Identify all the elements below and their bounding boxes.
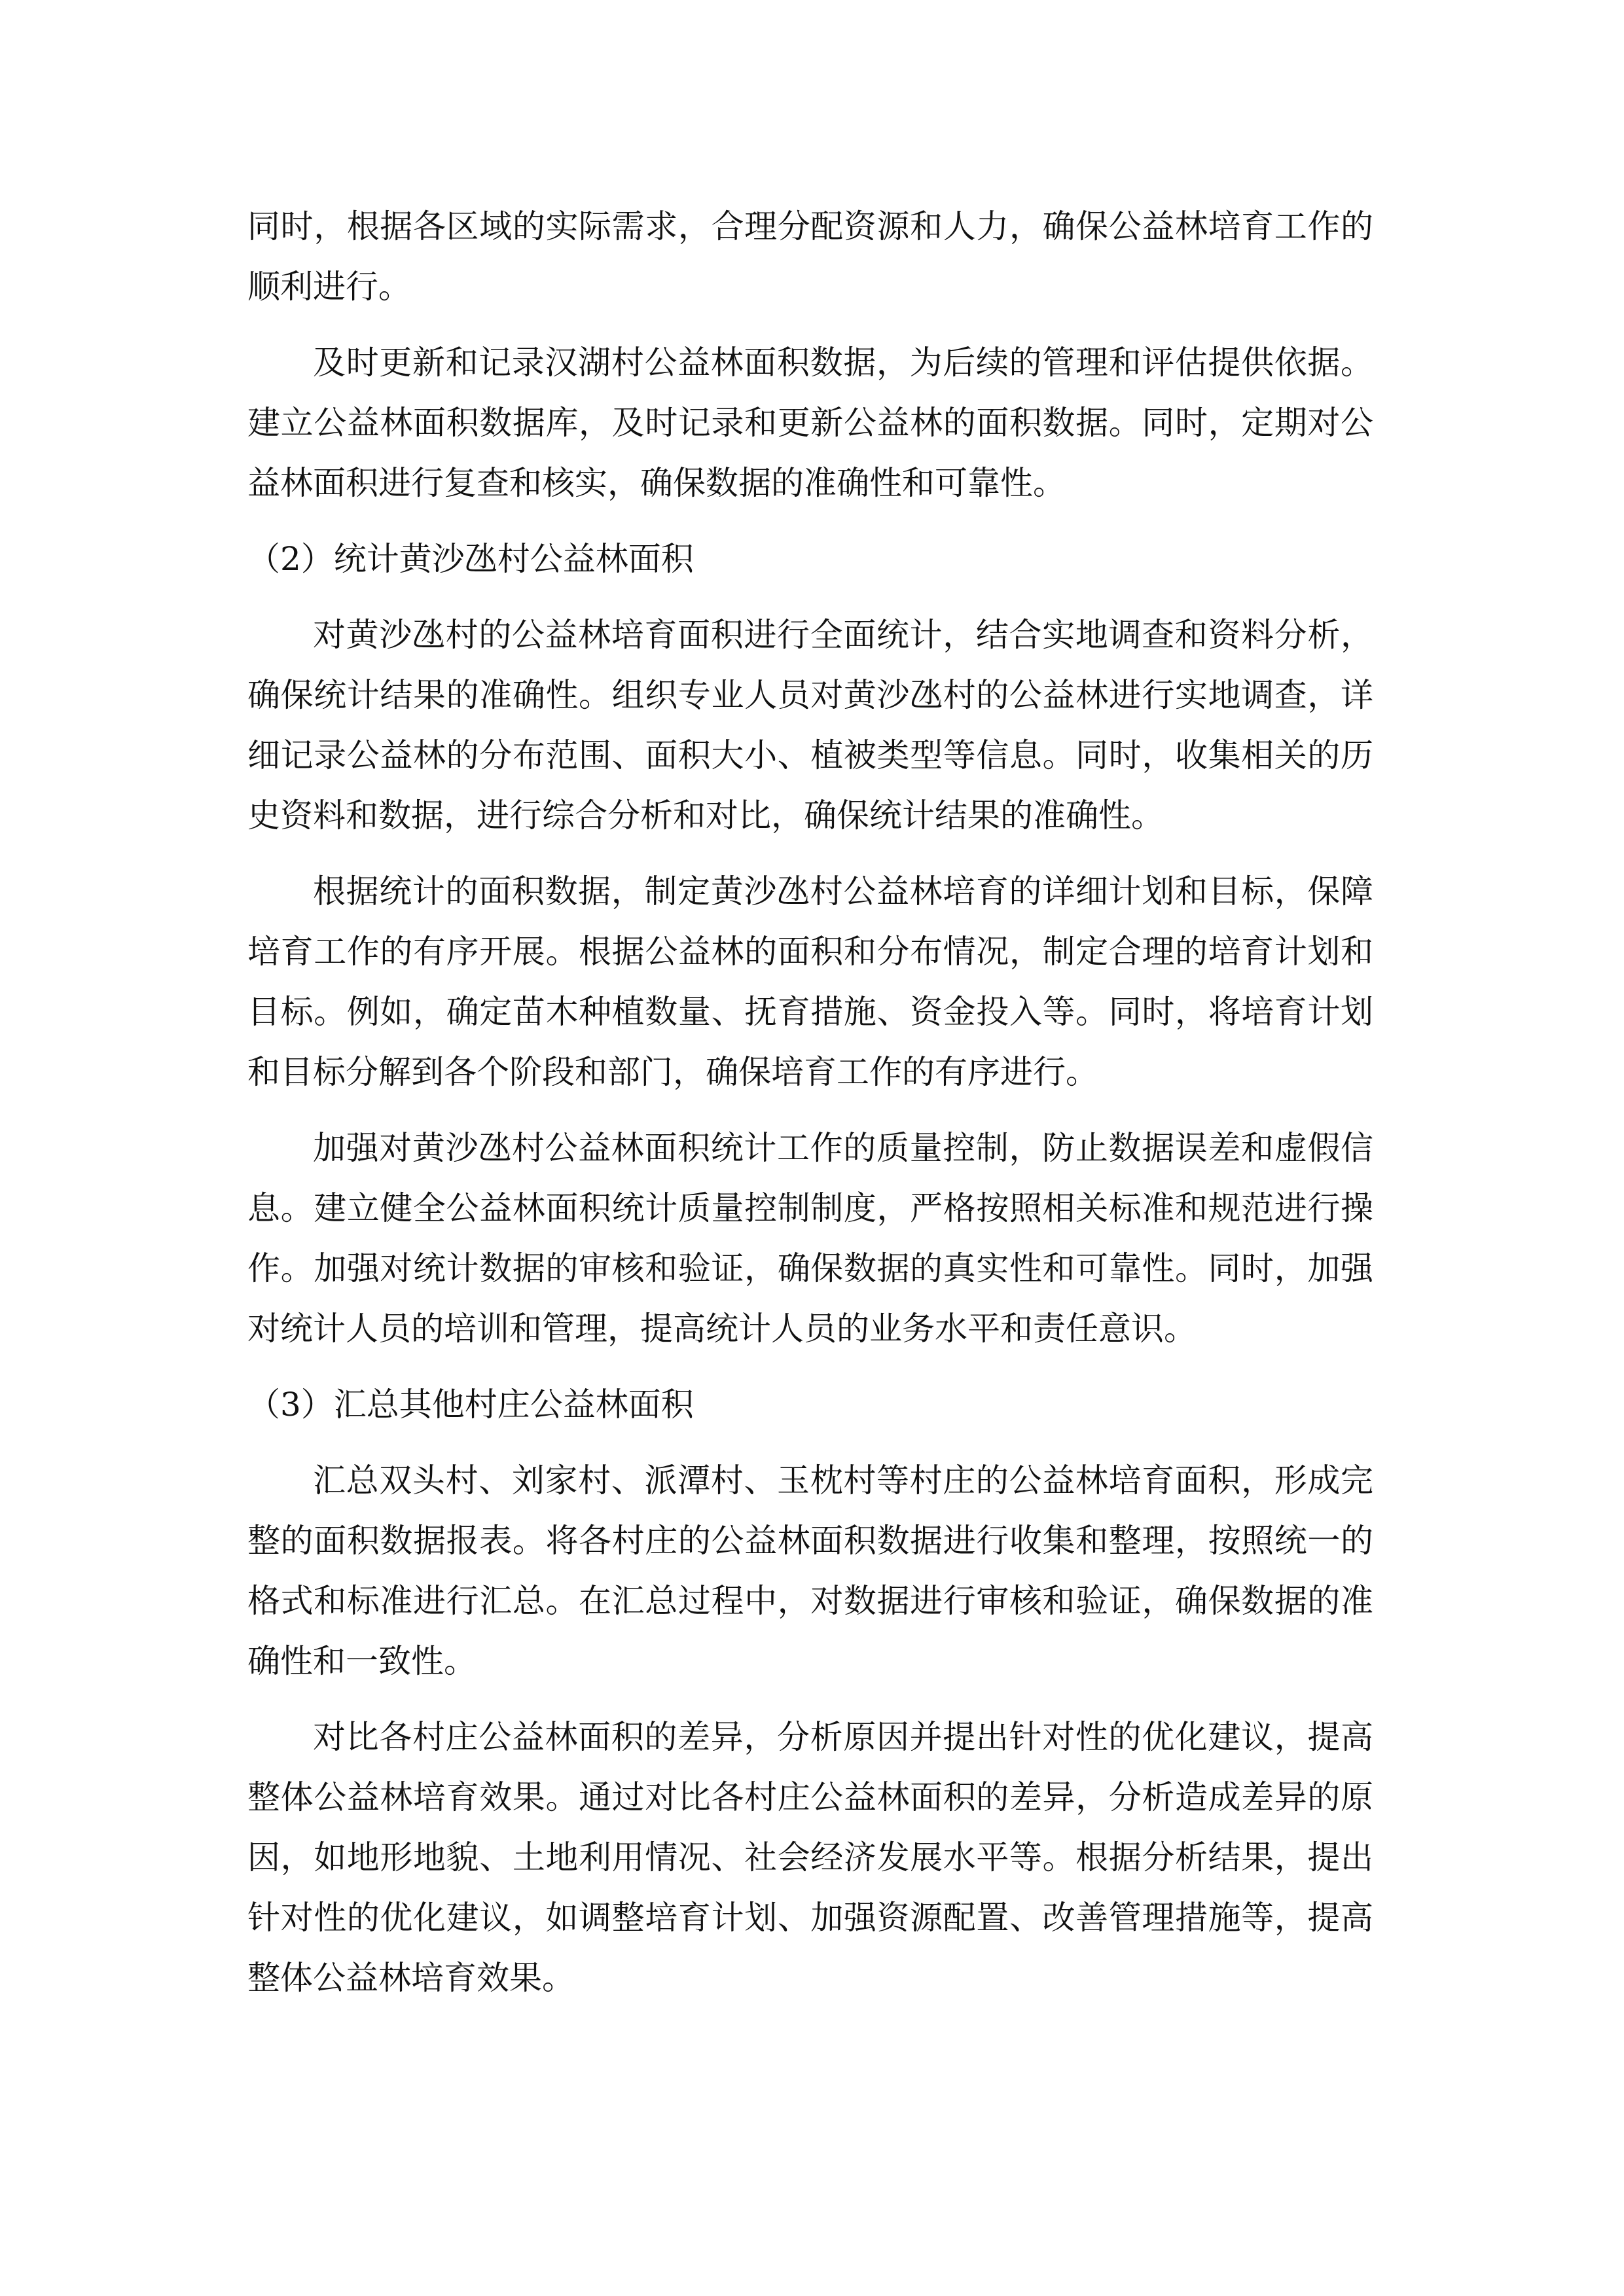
paragraph-summary-villages: 汇总双头村、刘家村、派潭村、玉枕村等村庄的公益林培育面积，形成完整的面积数据报表。将各村庄的公益林面积数据进行收集和整理，按照统一的格式和标准进行汇总。在汇总过程中，对数据进行审核和验证，确保数据的准确性和一致性。 [247, 1462, 1373, 1680]
section-heading-3: （3）汇总其他村庄公益林面积 [247, 1386, 694, 1424]
paragraph-huangshadang-plan: 根据统计的面积数据，制定黄沙氹村公益林培育的详细计划和目标，保障培育工作的有序开展。根据公益林的面积和分布情况，制定合理的培育计划和目标。例如，确定苗木种植数量、抚育措施、资金投入等。同时，将培育计划和目标分解到各个阶段和部门，确保培育工作的有序进行。 [247, 872, 1373, 1091]
paragraph-huangshadang-survey: 对黄沙氹村的公益林培育面积进行全面统计，结合实地调查和资料分析，确保统计结果的准确性。组织专业人员对黄沙氹村的公益林进行实地调查，详细记录公益林的分布范围、面积大小、植被类型等信息。同时，收集相关的历史资料和数据，进行综合分析和对比，确保统计结果的准确性。 [247, 616, 1373, 834]
paragraph-comparison: 对比各村庄公益林面积的差异，分析原因并提出针对性的优化建议，提高整体公益林培育效果。通过对比各村庄公益林面积的差异，分析造成差异的原因，如地形地貌、土地利用情况、社会经济发展水平等。根据分析结果，提出针对性的优化建议，如调整培育计划、加强资源配置、改善管理措施等，提高整体公益林培育效果。 [247, 1718, 1373, 1997]
document-body [247, 196, 1373, 2024]
paragraph-continuation: 同时，根据各区域的实际需求，合理分配资源和人力，确保公益林培育工作的顺利进行。 [247, 207, 1373, 306]
paragraph-huangshadang-quality: 加强对黄沙氹村公益林面积统计工作的质量控制，防止数据误差和虚假信息。建立健全公益林面积统计质量控制制度，严格按照相关标准和规范进行操作。加强对统计数据的审核和验证，确保数据的真实性和可靠性。同时，加强对统计人员的培训和管理，提高统计人员的业务水平和责任意识。 [247, 1129, 1373, 1348]
paragraph-hanhu-area-records: 及时更新和记录汉湖村公益林面积数据，为后续的管理和评估提供依据。建立公益林面积数据库，及时记录和更新公益林的面积数据。同时，定期对公益林面积进行复查和核实，确保数据的准确性和可靠性。 [247, 344, 1373, 502]
section-heading-2: （2）统计黄沙氹村公益林面积 [247, 540, 694, 578]
